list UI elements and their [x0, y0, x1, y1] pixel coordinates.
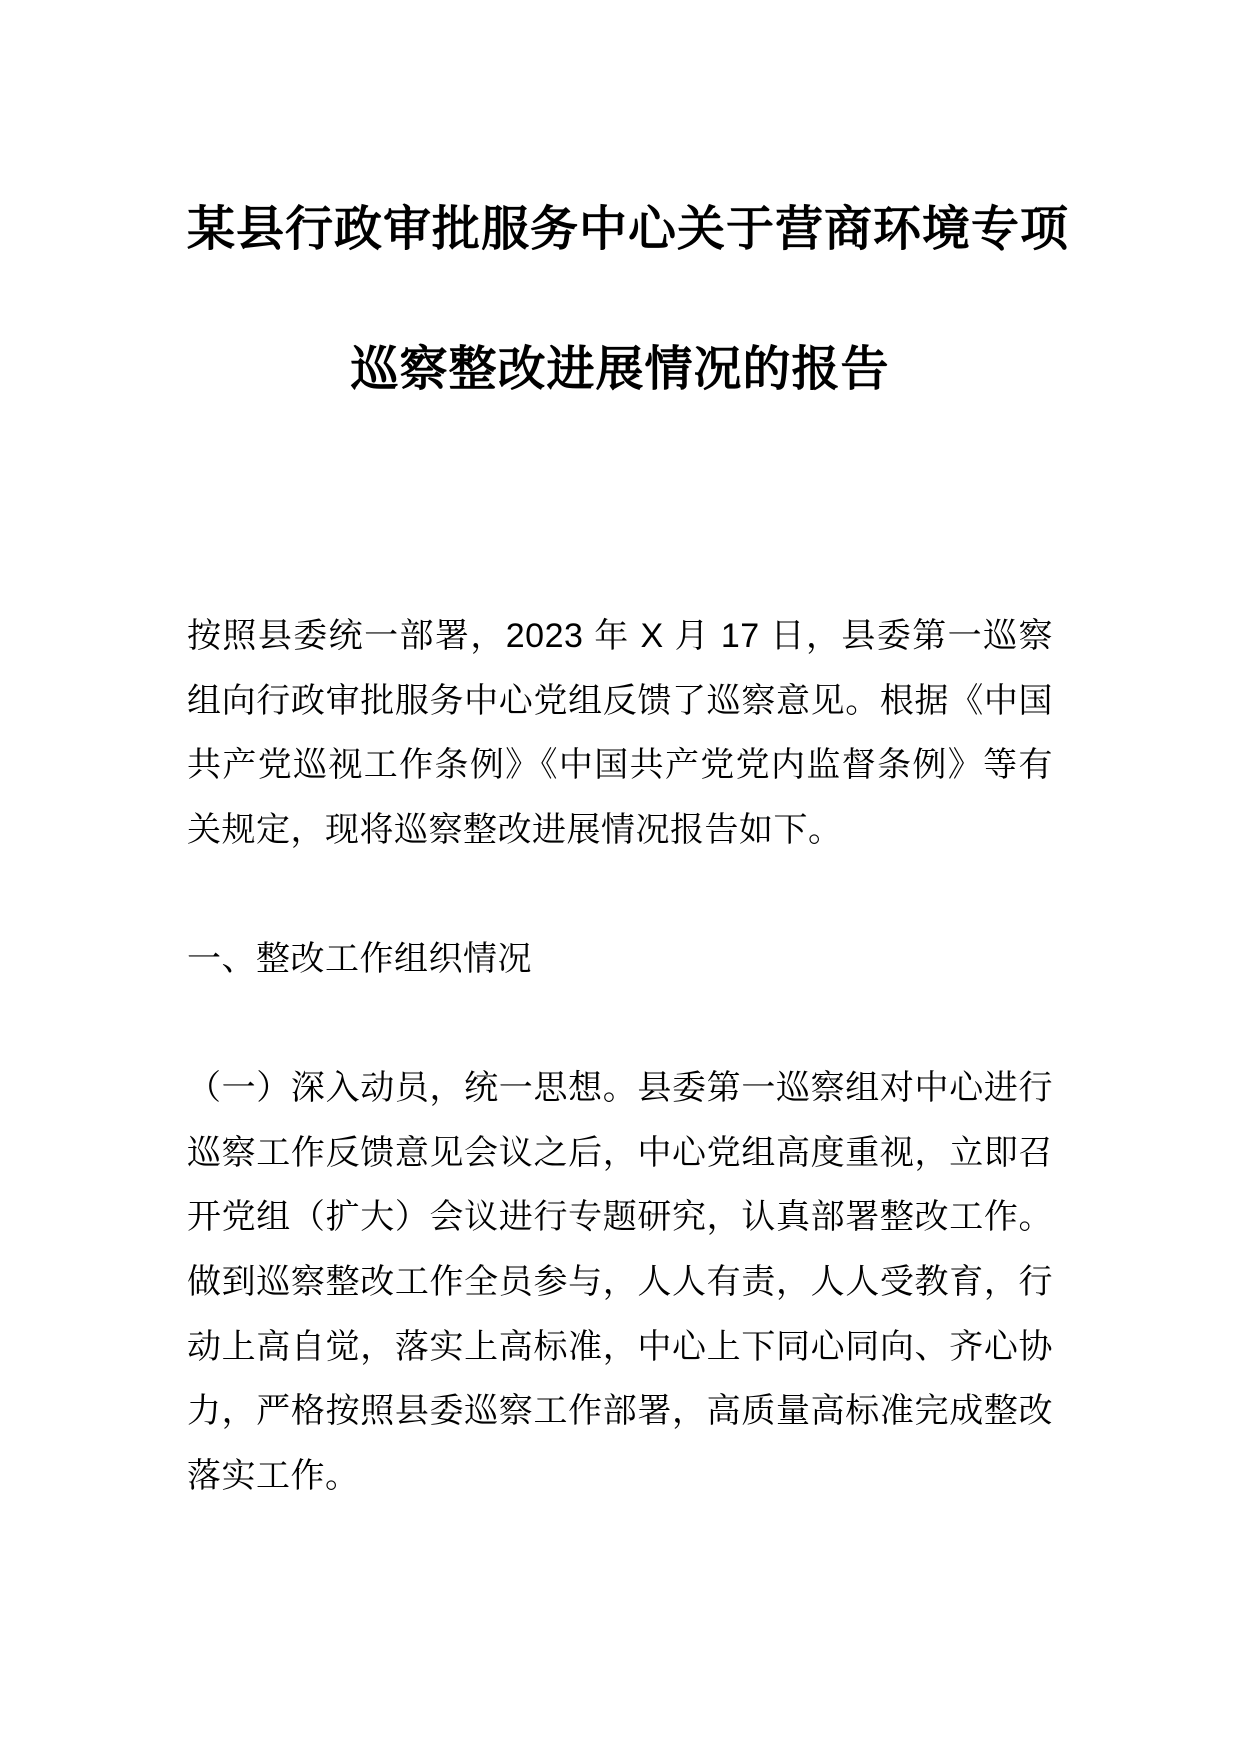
section-1-paragraph-1: （一）深入动员，统一思想。县委第一巡察组对中心进行巡察工作反馈意见会议之后，中心党组高度重视，立即召开党组（扩大）会议进行专题研究，认真部署整改工作。做到巡察整改工作全员参与，人人有责，人人受教育，行动上高自觉，落实上高标准，中心上下同心同向、齐心协力，严格按照县委巡察工作部署，高质量高标准完成整改落实工作。 — [187, 1069, 1053, 1495]
document-title-line-2: 巡察整改进展情况的报告 — [350, 343, 890, 396]
document-title — [187, 160, 1070, 440]
intro-paragraph: 按照县委统一部署，2023 年 X 月 17 日，县委第一巡察组向行政审批服务中心党组反馈了巡察意见。根据《中国共产党巡视工作条例》《中国共产党党内监督条例》等有关规定，现将巡察整改进展情况报告如下。 — [187, 617, 1053, 849]
section-1-heading: 一、整改工作组织情况 — [187, 939, 532, 978]
document-title-line-1: 某县行政审批服务中心关于营商环境专项 — [187, 203, 1070, 256]
